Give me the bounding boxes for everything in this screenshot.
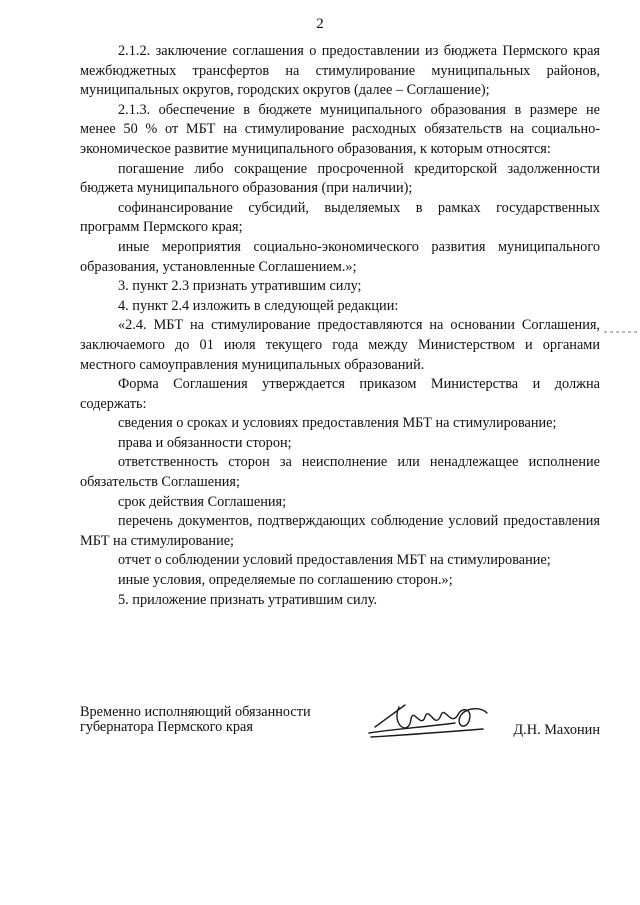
paragraph: перечень документов, подтверждающих соблюдение условий предоставления МБТ на стимулирование; [80,513,600,549]
signatory-title-line: Временно исполняющий обязанности [80,704,311,720]
paragraph: срок действия Соглашения; [118,493,287,510]
paragraph: сведения о сроках и условиях предоставления МБТ на стимулирование; [118,415,557,432]
signatory-name: Д.Н. Махонин [513,722,600,738]
handwritten-signature [365,699,495,743]
paragraph: права и обязанности сторон; [118,434,292,451]
document-body [80,42,600,610]
paragraph: 2.1.3. обеспечение в бюджете муниципального образования в размере не менее 50 % от МБТ на стимулирование расходных обязательств на социально-экономическое развитие муниципального образования, к которым относятся: [80,101,600,157]
paragraph: 5. приложение признать утратившим силу. [118,591,378,608]
paragraph: Форма Соглашения утверждается приказом Министерства и должна содержать: [80,376,600,412]
paragraph: софинансирование субсидий, выделяемых в рамках государственных программ Пермского края; [80,199,600,236]
margin-mark [604,330,640,334]
signatory-title [80,705,311,735]
paragraph: ответственность сторон за неисполнение или ненадлежащее исполнение обязательств Соглашения; [80,454,600,491]
paragraph: иные мероприятия социально-экономического развития муниципального образования, установленные Соглашением.»; [80,238,600,275]
paragraph: погашение либо сокращение просроченной кредиторской задолженности бюджета муниципального образования (при наличии); [80,160,600,197]
paragraph: 2.1.2. заключение соглашения о предоставлении из бюджета Пермского края межбюджетных трансфертов на стимулирование муниципальных районов, муниципальных округов, городских округов (далее – Соглашение); [80,43,600,99]
signature-block [80,705,600,745]
signatory-title-line: губернатора Пермского края [80,719,253,735]
paragraph: «2.4. МБТ на стимулирование предоставляются на основании Соглашения, заключаемого до 01 июля текущего года между Министерством и органами местного самоуправления муниципальных образований. [80,317,600,373]
page-number: 2 [316,16,324,32]
paragraph: отчет о соблюдении условий предоставления МБТ на стимулирование; [118,552,551,569]
paragraph: 3. пункт 2.3 признать утратившим силу; [118,278,362,295]
paragraph: иные условия, определяемые по соглашению сторон.»; [118,572,453,589]
paragraph: 4. пункт 2.4 изложить в следующей редакции: [118,297,399,314]
